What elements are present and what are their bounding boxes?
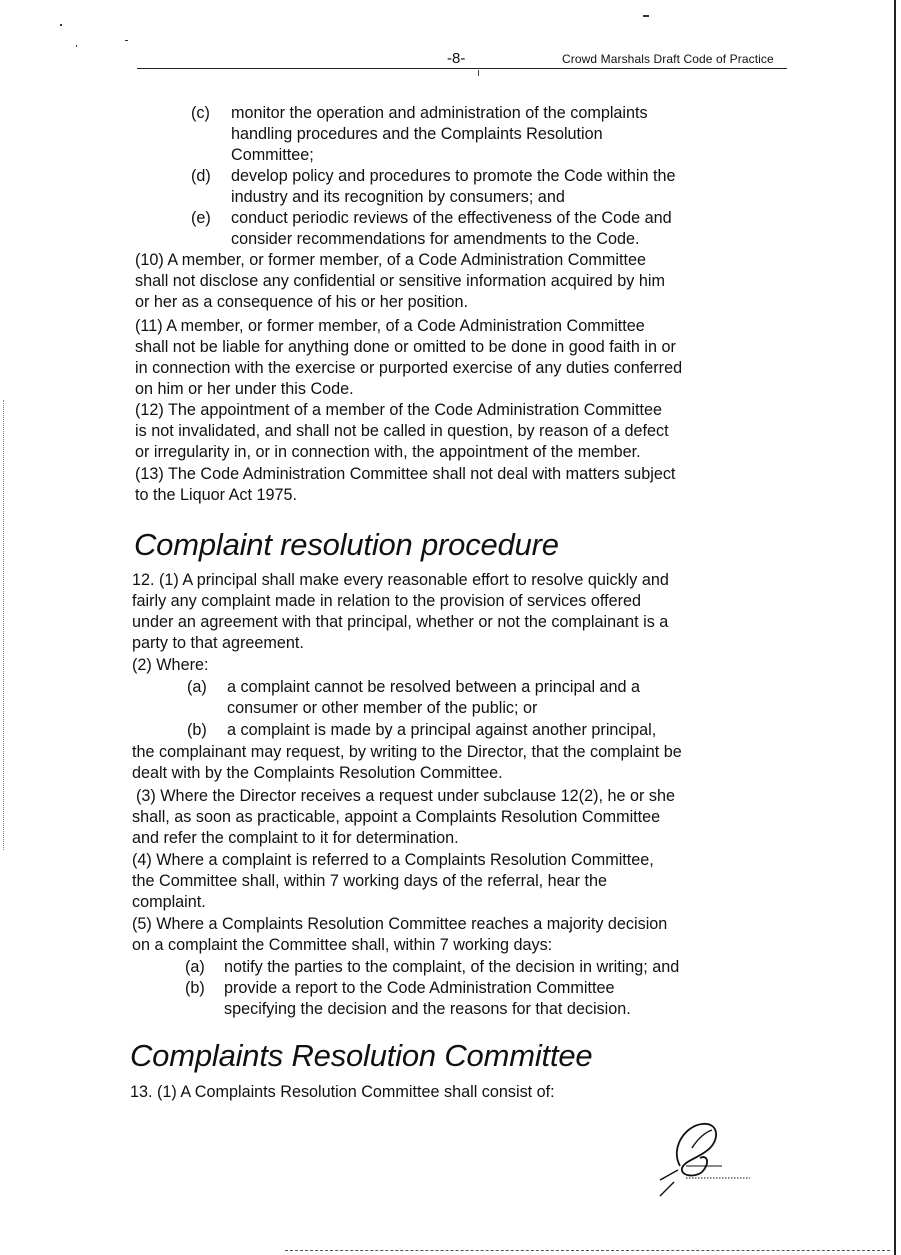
list-item-text: develop policy and procedures to promote the Code within the <box>231 167 676 185</box>
header-rule <box>137 68 787 69</box>
paragraph-line: shall, as soon as practicable, appoint a Complaints Resolution Committee <box>132 808 661 826</box>
header-tick <box>478 70 479 76</box>
paragraph-line: (2) Where: <box>132 656 209 674</box>
scan-speck <box>60 24 62 26</box>
list-item-text: specifying the decision and the reasons for that decision. <box>224 1000 631 1018</box>
list-item-label: (a) <box>185 958 205 976</box>
paragraph-line: or irregularity in, or in connection with, the appointment of the member. <box>135 443 641 461</box>
paragraph-line: is not invalidated, and shall not be called in question, by reason of a defect <box>135 422 669 440</box>
list-item-label: (a) <box>187 678 207 696</box>
paragraph-line: shall not be liable for anything done or omitted to be done in good faith in or <box>135 338 676 356</box>
paragraph-line: dealt with by the Complaints Resolution Committee. <box>132 764 503 782</box>
paragraph-line: complaint. <box>132 893 206 911</box>
paragraph-line: on him or her under this Code. <box>135 380 354 398</box>
list-item-text: a complaint cannot be resolved between a principal and a <box>227 678 641 696</box>
paragraph-line: (10) A member, or former member, of a Code Administration Committee <box>135 251 647 269</box>
paragraph-line: and refer the complaint to it for determination. <box>132 829 459 847</box>
list-item-label: (d) <box>191 167 211 185</box>
paragraph-line: 13. (1) A Complaints Resolution Committee shall consist of: <box>130 1083 555 1101</box>
list-item-text: industry and its recognition by consumers; and <box>231 188 565 206</box>
list-item-label: (b) <box>185 979 205 997</box>
paragraph-line: fairly any complaint made in relation to the provision of services offered <box>132 592 641 610</box>
scan-edge-bottom <box>285 1250 890 1252</box>
scan-edge-right <box>894 0 896 1255</box>
paragraph-line: (4) Where a complaint is referred to a Complaints Resolution Committee, <box>132 851 654 869</box>
list-item-text: consumer or other member of the public; or <box>227 699 538 717</box>
list-item-text: provide a report to the Code Administration Committee <box>224 979 615 997</box>
paragraph-line: party to that agreement. <box>132 634 304 652</box>
list-item-text: consider recommendations for amendments to the Code. <box>231 230 640 248</box>
paragraph-line: or her as a consequence of his or her position. <box>135 293 468 311</box>
list-item-label: (b) <box>187 721 207 739</box>
paragraph-line: in connection with the exercise or purported exercise of any duties conferred <box>135 359 683 377</box>
section-heading-complaint-resolution: Complaint resolution procedure <box>134 527 559 562</box>
signature-mark <box>640 1118 760 1203</box>
list-item-label: (e) <box>191 209 211 227</box>
paragraph-line: the Committee shall, within 7 working days of the referral, hear the <box>132 872 608 890</box>
paragraph-line: shall not disclose any confidential or sensitive information acquired by him <box>135 272 665 290</box>
paragraph-line: 12. (1) A principal shall make every reasonable effort to resolve quickly and <box>132 571 669 589</box>
list-item-text: monitor the operation and administration of the complaints <box>231 104 648 122</box>
paragraph-line: (5) Where a Complaints Resolution Committee reaches a majority decision <box>132 915 668 933</box>
paragraph-line: (13) The Code Administration Committee shall not deal with matters subject <box>135 465 676 483</box>
paragraph-line: on a complaint the Committee shall, within 7 working days: <box>132 936 553 954</box>
paragraph-line: (11) A member, or former member, of a Code Administration Committee <box>135 317 645 335</box>
list-item-text: Committee; <box>231 146 314 164</box>
scan-speck <box>76 45 77 47</box>
paragraph-line: (12) The appointment of a member of the Code Administration Committee <box>135 401 662 419</box>
section-heading-complaints-committee: Complaints Resolution Committee <box>130 1038 593 1073</box>
scan-speck <box>643 15 649 17</box>
list-item-text: handling procedures and the Complaints Resolution <box>231 125 603 143</box>
paragraph-line: the complainant may request, by writing to the Director, that the complaint be <box>132 743 682 761</box>
paragraph-line: to the Liquor Act 1975. <box>135 486 297 504</box>
page-number: -8- <box>447 50 466 67</box>
list-item-text: notify the parties to the complaint, of the decision in writing; and <box>224 958 680 976</box>
paragraph-line: (3) Where the Director receives a request under subclause 12(2), he or she <box>136 787 675 805</box>
paragraph-line: under an agreement with that principal, whether or not the complainant is a <box>132 613 669 631</box>
document-title: Crowd Marshals Draft Code of Practice <box>562 52 774 66</box>
scan-speck <box>125 40 128 41</box>
list-item-label: (c) <box>191 104 210 122</box>
list-item-text: a complaint is made by a principal against another principal, <box>227 721 657 739</box>
list-item-text: conduct periodic reviews of the effectiveness of the Code and <box>231 209 672 227</box>
scan-edge-left <box>3 400 5 850</box>
